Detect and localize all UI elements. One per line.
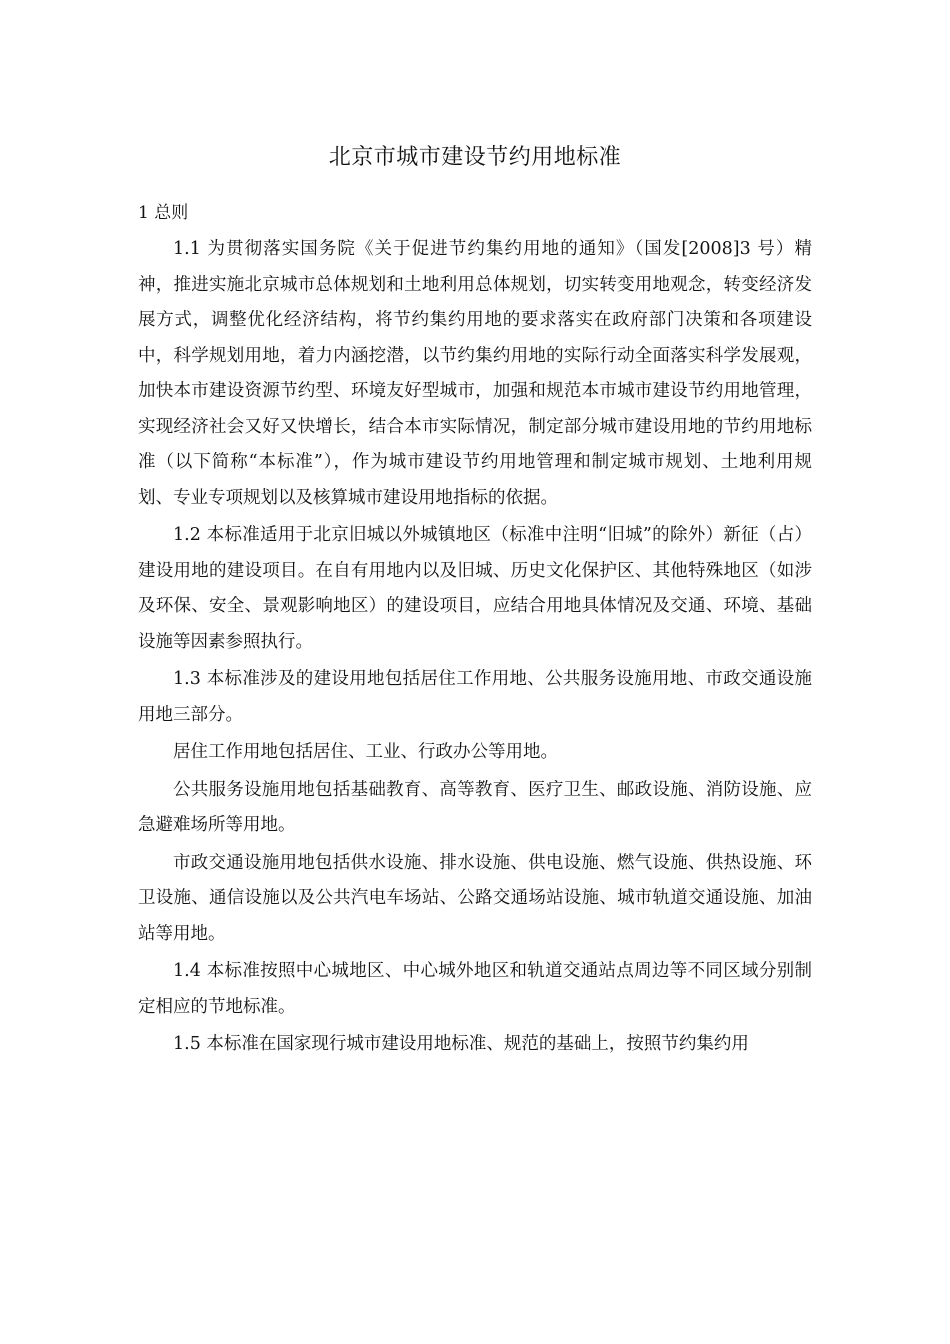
paragraph-1-2: 1.2 本标准适用于北京旧城以外城镇地区（标准中注明“旧城”的除外）新征（占）建设用地的建设项目。在自有用地内以及旧城、历史文化保护区、其他特殊地区（如涉及环保、安全、景观影响地区）的建设项目，应结合用地具体情况及交通、环境、基础设施等因素参照执行。 [138,525,812,652]
paragraph-residential-work-land: 居住工作用地包括居住、工业、行政办公等用地。 [173,742,558,762]
paragraph-1-1: 1.1 为贯彻落实国务院《关于促进节约集约用地的通知》（国发[2008]3 号）精神，推进实施北京城市总体规划和土地利用总体规划，切实转变用地观念，转变经济发展方式，调整优化经济结构，将节约集约用地的要求落实在政府部门决策和各项建设中，科学规划用地，着力内涵挖潜，以节约集约用地的实际行动全面落实科学发展观，加快本市建设资源节约型、环境友好型城市，加强和规范本市城市建设节约用地管理，实现经济社会又好又快增长，结合本市实际情况，制定部分城市建设用地的节约用地标准（以下简称“本标准”），作为城市建设节约用地管理和制定城市规划、土地利用规划、专业专项规划以及核算城市建设用地指标的依据。 [138,239,812,508]
paragraph-1-3: 1.3 本标准涉及的建设用地包括居住工作用地、公共服务设施用地、市政交通设施用地三部分。 [138,669,812,725]
paragraph-1-4: 1.4 本标准按照中心城地区、中心城外地区和轨道交通站点周边等不同区域分别制定相应的节地标准。 [138,961,812,1017]
document-body [138,196,812,1065]
paragraph-public-service-land: 公共服务设施用地包括基础教育、高等教育、医疗卫生、邮政设施、消防设施、应急避难场所等用地。 [138,779,812,835]
document-title: 北京市城市建设节约用地标准 [328,145,622,170]
paragraph-1-5: 1.5 本标准在国家现行城市建设用地标准、规范的基础上，按照节约集约用 [173,1034,749,1054]
paragraph-municipal-transport-land: 市政交通设施用地包括供水设施、排水设施、供电设施、燃气设施、供热设施、环卫设施、通信设施以及公共汽电车场站、公路交通场站设施、城市轨道交通设施、加油站等用地。 [138,852,812,944]
section-heading: 1 总则 [138,203,189,223]
